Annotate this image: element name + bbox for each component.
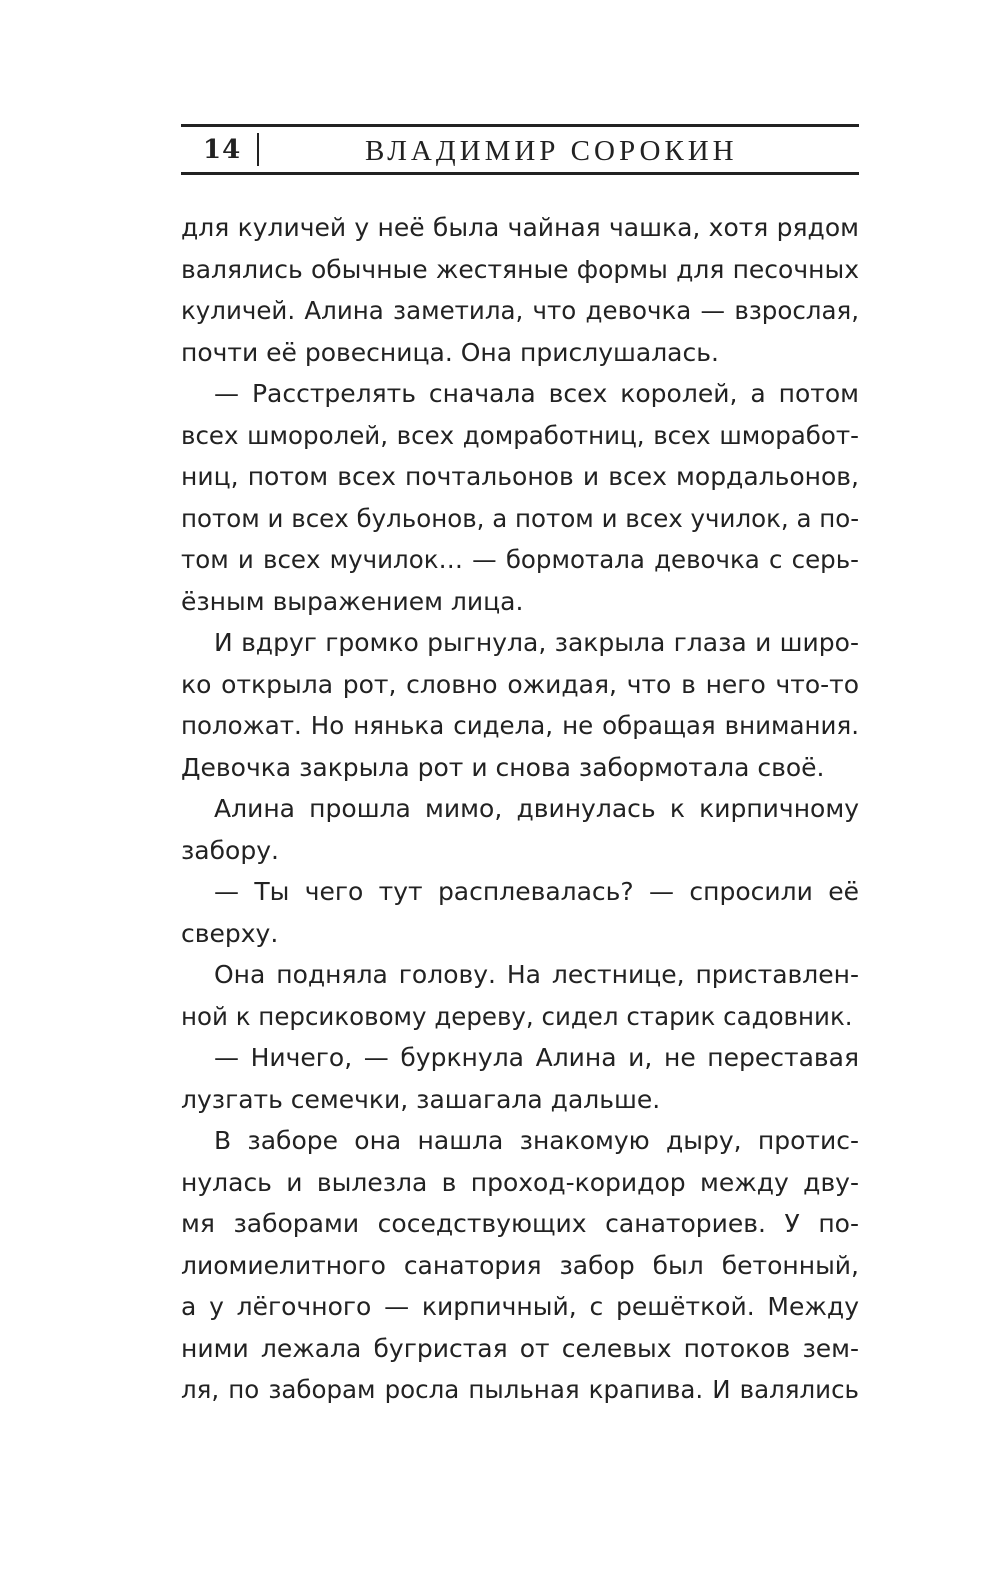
- text-line: мя заборами соседствующих санаториев. У по-: [181, 1209, 859, 1238]
- text-line: сверху.: [181, 918, 279, 948]
- text-line: валялись обычные жестяные формы для песочных: [181, 254, 859, 284]
- text-line: — Ты чего тут расплевалась? — спросили её: [214, 877, 859, 906]
- header-divider: [257, 133, 259, 166]
- text-line: ля, по заборам росла пыльная крапива. И валялись: [181, 1375, 859, 1404]
- page-number: 14: [203, 135, 242, 165]
- text-line: Она подняла голову. На лестнице, приставлен-: [214, 960, 859, 989]
- text-line: лузгать семечки, зашагала дальше.: [181, 1084, 661, 1114]
- text-line: положат. Но нянька сидела, не обращая внимания.: [181, 711, 859, 740]
- text-line: — Ничего, — буркнула Алина и, не переставая: [214, 1043, 859, 1072]
- text-line: ниц, потом всех почтальонов и всех мордальонов,: [181, 462, 859, 491]
- text-line: ко открыла рот, словно ожидая, что в него что-то: [181, 669, 859, 699]
- text-line: нулась и вылезла в проход-коридор между дву-: [181, 1167, 859, 1197]
- text-line: лиомиелитного санатория забор был бетонный,: [181, 1250, 859, 1280]
- text-line: почти её ровесница. Она прислушалась.: [181, 337, 719, 367]
- text-line: — Расстрелять сначала всех королей, а потом: [214, 379, 859, 408]
- text-line: потом и всех бульонов, а потом и всех училок, а по-: [181, 503, 860, 533]
- body-text: [181, 207, 859, 1411]
- text-line: куличей. Алина заметила, что девочка — взрослая,: [181, 296, 859, 325]
- text-line: Алина прошла мимо, двинулась к кирпичному: [214, 794, 859, 823]
- text-line: Девочка закрыла рот и снова забормотала своё.: [181, 752, 825, 782]
- text-line: том и всех мучилок… — бормотала девочка с серь-: [181, 545, 859, 574]
- text-line: всех шморолей, всех домработниц, всех шморабот-: [181, 420, 859, 450]
- text-line: В заборе она нашла знакомую дыру, протис-: [214, 1126, 859, 1155]
- text-line: забору.: [181, 835, 279, 865]
- running-header: [181, 124, 859, 175]
- text-line: И вдруг громко рыгнула, закрыла глаза и широ-: [214, 628, 859, 657]
- text-line: а у лёгочного — кирпичный, с решёткой. Между: [181, 1292, 859, 1321]
- text-line: ними лежала бугристая от селевых потоков зем-: [181, 1333, 859, 1363]
- text-line: ёзным выражением лица.: [181, 586, 524, 616]
- text-line: для куличей у неё была чайная чашка, хотя рядом: [181, 213, 859, 242]
- running-title: ВЛАДИМИР СОРОКИН: [365, 135, 738, 167]
- text-line: ной к персиковому дереву, сидел старик садовник.: [181, 1001, 853, 1031]
